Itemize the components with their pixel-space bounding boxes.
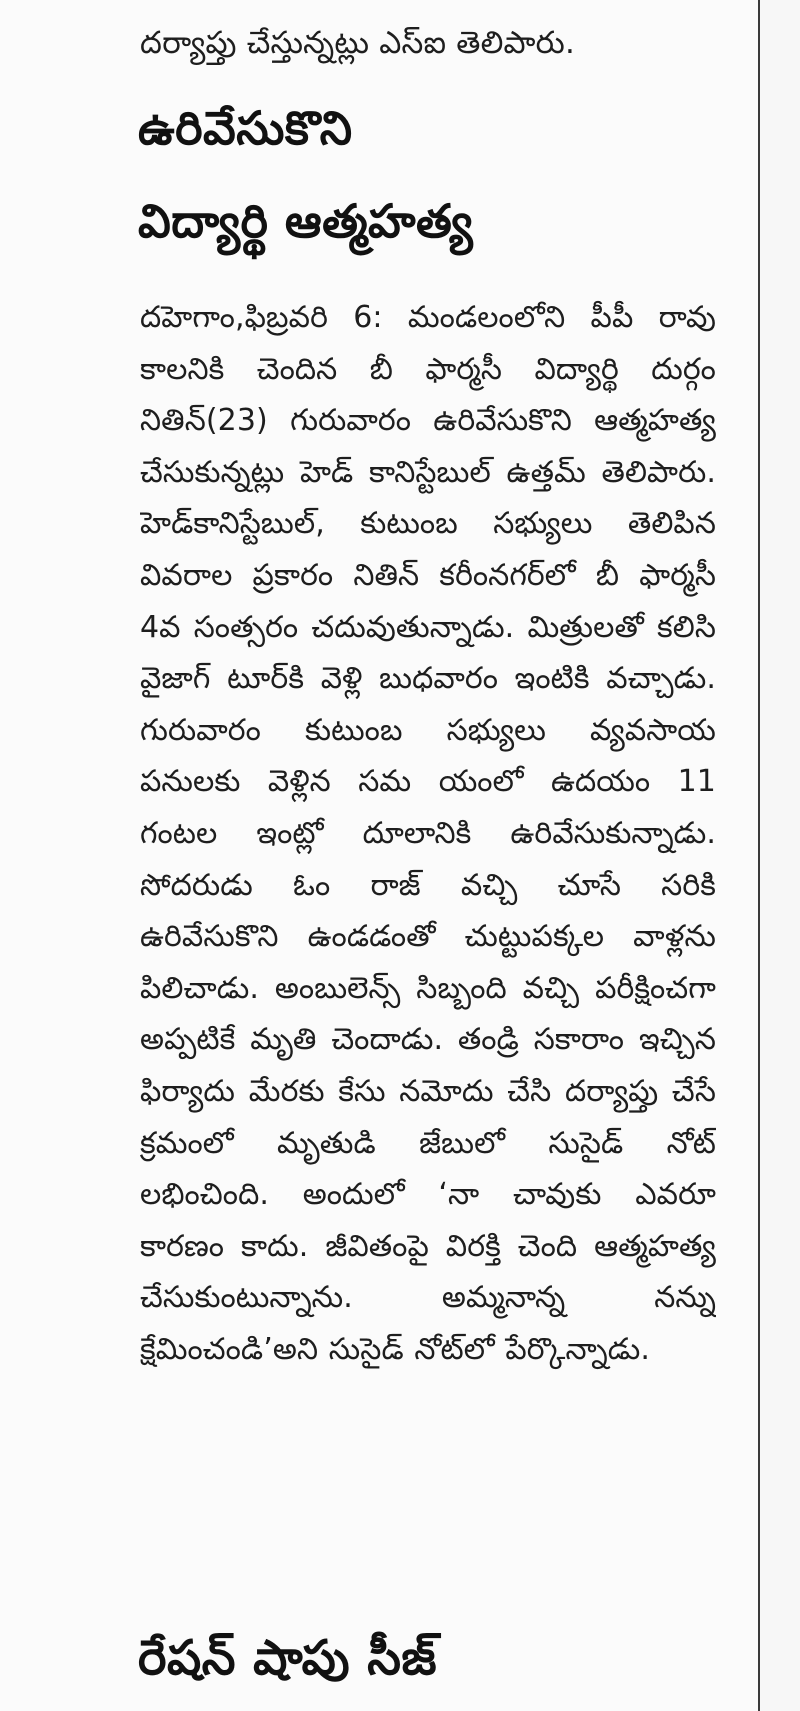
- article-headline-line-1: ఉరివేసుకొని: [138, 101, 353, 155]
- next-story-headline: రేషన్ షాపు సీజ్: [138, 1630, 437, 1686]
- article-body: దహెగాం,ఫిబ్రవరి 6: మండలంలోని పీపీ రావు కాలనికి చెందిన బీ ఫార్మసీ విద్యార్థి దుర్గం నితిన్(23) గురువారం ఉరివేసుకొని ఆత్మహత్య చేసుకున్నట్లు హెడ్ కానిస్టేబుల్ ఉత్తమ్ తెలిపారు. హెడ్‌కానిస్టేబుల్, కుటుంబ సభ్యులు తెలిపిన వివరాల ప్రకారం నితిన్ కరీంనగర్‌లో బీ ఫార్మసీ 4వ సంత్సరం చదువుతున్నాడు. మిత్రులతో కలిసి వైజాగ్ టూర్‌కి వెళ్లి బుధవారం ఇంటికి వచ్చాడు. గురువారం కుటుంబ సభ్యులు వ్యవసాయ పనులకు వెళ్లిన సమ యంలో ఉదయం 11 గంటల ఇంట్లో దూలానికి ఉరివేసుకున్నాడు. సోదరుడు ఓం రాజ్ వచ్చి చూసే సరికి ఉరివేసుకొని ఉండడంతో చుట్టుపక్కల వాళ్లను పిలిచాడు. అంబులెన్స్ సిబ్బంది వచ్చి పరీక్షించగా అప్పటికే మృతి చెందాడు. తండ్రి సకారాం ఇచ్చిన ఫిర్యాదు మేరకు కేసు నమోదు చేసి దర్యాప్తు చేసే క్రమంలో మృతుడి జేబులో సుసైడ్ నోట్ లభించింది. అందులో ‘నా చావుకు ఎవరూ కారణం కాదు. జీవితంపై విరక్తి చెంది ఆత్మహత్య చేసుకుంటున్నాను. అమ్మనాన్న నన్ను క్షేమించండి’అని సుసైడ్ నోట్‌లో పేర్కొన్నాడు.: [140, 300, 716, 1367]
- previous-story-tail: దర్యాప్తు చేస్తున్నట్లు ఎస్ఐ తెలిపారు.: [140, 25, 576, 61]
- adjacent-column: [760, 0, 800, 1711]
- article-headline-line-2: విద్యార్థి ఆత్మహత్య: [138, 194, 474, 248]
